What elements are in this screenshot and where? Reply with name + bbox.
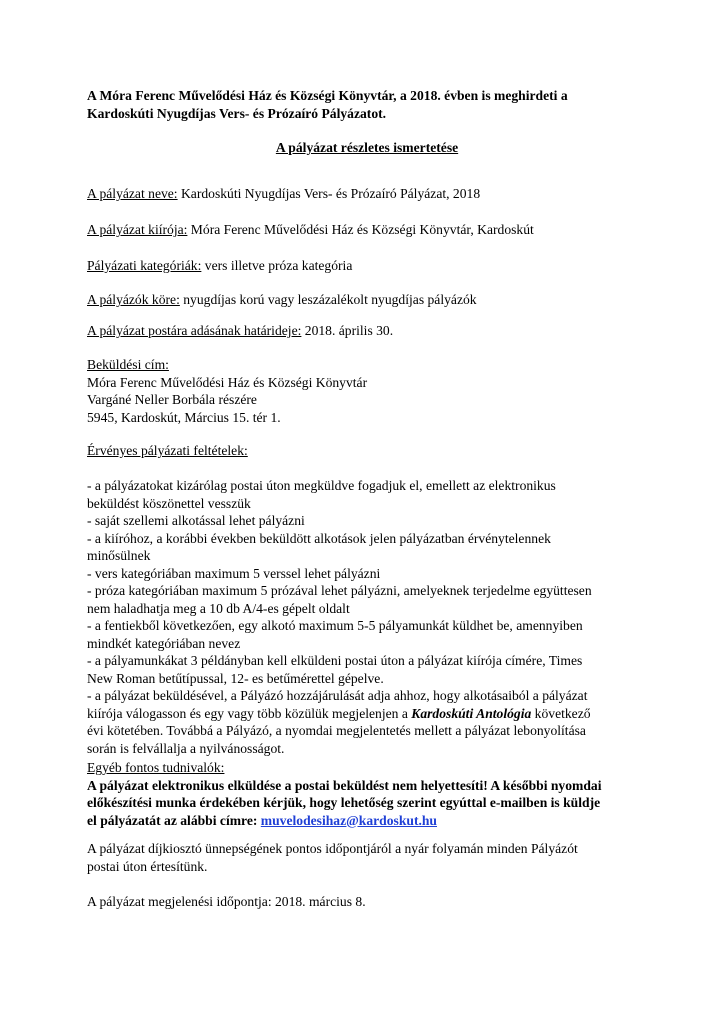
address-line: Vargáné Neller Borbála részére [87, 392, 257, 407]
condition-line: - vers kategóriában maximum 5 verssel lehet pályázni [87, 565, 381, 581]
page-heading [87, 139, 647, 157]
address-line: 5945, Kardoskút, Március 15. tér 1. [87, 409, 281, 425]
condition-line: - a pályázatokat kizárólag postai úton megküldve fogadjuk el, emellett az elektronikus [87, 478, 556, 493]
conditions-label: Érvényes pályázati feltételek: [87, 443, 248, 458]
field-name [87, 185, 647, 203]
condition-line: során is felvállalja a nyilvánosságot. [87, 740, 285, 756]
field-label: A pályázók köre: [87, 292, 180, 307]
field-value: vers illetve próza kategória [201, 258, 353, 273]
condition-line: - a pályamunkákat 3 példányban kell elküldeni postai úton a pályázat kiírója címére, Times [87, 653, 583, 668]
other-text: el pályázatát az alábbi címre: [87, 812, 261, 828]
field-issuer [87, 221, 647, 239]
field-label: Pályázati kategóriák: [87, 258, 202, 273]
other-info [87, 759, 647, 829]
condition-text: következő [531, 705, 591, 721]
field-deadline [87, 322, 647, 340]
field-value: Móra Ferenc Művelődési Ház és Községi Könyvtár, Kardoskút [187, 222, 534, 237]
field-value: Kardoskúti Nyugdíjas Vers- és Prózaíró Pályázat, 2018 [177, 186, 481, 201]
condition-line [87, 705, 647, 723]
condition-line: évi kötetében. Továbbá a Pályázó, a nyomdai megjelentetés mellett a pályázat lebonyolítása [87, 723, 586, 738]
condition-line: - próza kategóriában maximum 5 prózával lehet pályázni, amelyeknek terjedelme együttesen [87, 583, 592, 598]
field-label: A pályázat postára adásának határideje: [87, 323, 302, 338]
address-line: Móra Ferenc Művelődési Ház és Községi Könyvtár [87, 374, 368, 390]
intro [87, 87, 647, 122]
intro-line: Kardoskúti Nyugdíjas Vers- és Prózaíró Pályázatot. [87, 105, 387, 121]
condition-line: - saját szellemi alkotással lehet pályázni [87, 513, 305, 528]
condition-line: mindkét kategóriában nevez [87, 635, 241, 651]
conditions-label-block [87, 442, 647, 460]
address-block [87, 356, 647, 426]
address-label: Beküldési cím: [87, 357, 169, 372]
published-line: A pályázat megjelenési időpontja: 2018. március 8. [87, 894, 366, 909]
heading-text: A pályázat részletes ismertetése [275, 140, 459, 155]
intro-line: A Móra Ferenc Művelődési Ház és Községi Könyvtár, a 2018. évben is meghirdeti a [87, 88, 568, 103]
field-value: 2018. április 30. [301, 323, 394, 338]
condition-line: beküldést köszönettel vesszük [87, 495, 251, 511]
condition-text: kiírója válogasson és egy vagy több közülük megjelenjen a [87, 705, 412, 721]
anthology-title: Kardoskúti Antológia [411, 705, 532, 721]
email-link[interactable]: muvelodesihaz@kardoskut.hu [260, 812, 437, 828]
condition-line: nem haladhatja meg a 10 db A/4-es gépelt oldalt [87, 600, 350, 616]
condition-line: - a fentiekből következően, egy alkotó maximum 5-5 pályamunkát küldhet be, amennyiben [87, 618, 583, 633]
condition-line: minősülnek [87, 548, 151, 563]
field-label: A pályázat neve: [87, 186, 178, 201]
field-applicants [87, 291, 647, 309]
ceremony-info [87, 840, 647, 875]
other-line [87, 812, 647, 830]
field-label: A pályázat kiírója: [87, 222, 188, 237]
ceremony-line: A pályázat díjkiosztó ünnepségének pontos időpontjáról a nyár folyamán minden Pályázót [87, 841, 578, 856]
publication-date [87, 893, 647, 911]
conditions-list [87, 477, 647, 757]
other-line: előkészítési munka érdekében kérjük, hogy lehetőség szerint egyúttal e-mailben is küldje [87, 795, 601, 810]
field-value: nyugdíjas korú vagy leszázalékolt nyugdíjas pályázók [179, 292, 477, 307]
condition-line: - a pályázat beküldésével, a Pályázó hozzájárulását adja ahhoz, hogy alkotásaiból a pályázat [87, 688, 588, 703]
ceremony-line: postai úton értesítünk. [87, 858, 208, 874]
other-line: A pályázat elektronikus elküldése a postai beküldést nem helyettesíti! A későbbi nyomdai [87, 777, 602, 793]
other-label: Egyéb fontos tudnivalók: [87, 760, 225, 775]
condition-line: New Roman betűtípussal, 12- es betűmérettel gépelve. [87, 670, 384, 686]
field-categories [87, 257, 647, 275]
condition-line: - a kiíróhoz, a korábbi években beküldött alkotások jelen pályázatban érvénytelennek [87, 530, 551, 546]
